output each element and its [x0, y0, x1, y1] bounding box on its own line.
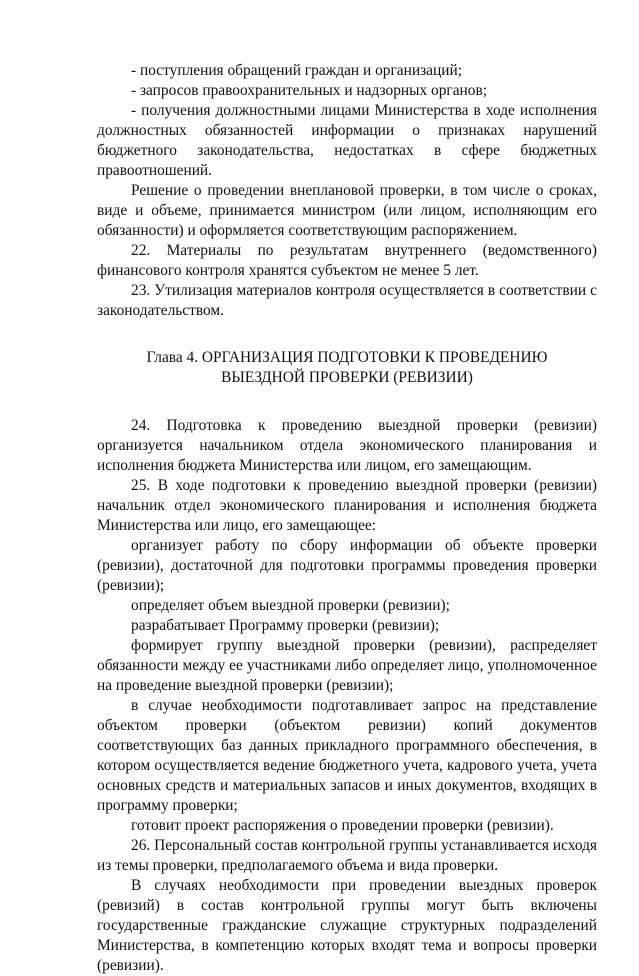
- paragraph-form-group: формирует группу выездной проверки (ревизии), распределяет обязанности между ее участниками либо определяет лицо, уполномоченное на проведение выездной проверки (ревизии);: [97, 637, 597, 694]
- paragraph-request-documents: в случае необходимости подготавливает запрос на представление объектом проверки (объектом ревизии) копий документов соответствующих баз данных прикладного программного обеспечения, в котором осуществляется ведение бюджетного учета, кадрового учета, учета основных средств и материальных запасов и иных документов, входящих в программу проверки;: [97, 697, 597, 814]
- paragraph-22-storage: 22. Материалы по результатам внутреннего (ведомственного) финансового контроля хранятся субъектом не менее 5 лет.: [97, 242, 597, 279]
- paragraph-unscheduled-decision: Решение о проведении внеплановой проверки, в том числе о сроках, виде и объеме, принимается министром (или лицом, исполняющим его обязанности) и оформляется соответствующим распоряжением.: [97, 182, 597, 239]
- paragraph-officials-info: - получения должностными лицами Министерства в ходе исполнения должностных обязанностей информации о признаках нарушений бюджетного законодательства, недостатках в сфере бюджетных правоотношений.: [97, 102, 597, 179]
- paragraph-define-scope: определяет объем выездной проверки (ревизии);: [131, 597, 450, 614]
- chapter-title-line-1: Глава 4. ОРГАНИЗАЦИЯ ПОДГОТОВКИ К ПРОВЕДЕНИЮ: [146, 349, 548, 366]
- document-body: [97, 61, 597, 976]
- paragraph-requests: - запросов правоохранительных и надзорных органов;: [131, 82, 488, 99]
- paragraph-appeals: - поступления обращений граждан и организаций;: [131, 62, 462, 79]
- paragraph-include-employees: В случаях необходимости при проведении выездных проверок (ревизий) в состав контрольной группы могут быть включены государственные гражданские служащие структурных подразделений Министерства, в компетенцию которых входят тема и вопросы проверки (ревизии).: [97, 877, 597, 974]
- paragraph-25-head-duties: 25. В ходе подготовки к проведению выездной проверки (ревизии) начальник отдел экономического планирования и исполнения бюджета Министерства или лицо, его замещающее:: [97, 477, 597, 534]
- chapter-title-line-2: ВЫЕЗДНОЙ ПРОВЕРКИ (РЕВИЗИИ): [221, 369, 473, 386]
- paragraph-26-staff: 26. Персональный состав контрольной группы устанавливается исходя из темы проверки, предполагаемого объема и вида проверки.: [97, 837, 597, 874]
- paragraph-24-preparation: 24. Подготовка к проведению выездной проверки (ревизии) организуется начальником отдела экономического планирования и исполнения бюджета Министерства или лицом, его замещающим.: [97, 417, 597, 474]
- paragraph-23-disposal: 23. Утилизация материалов контроля осуществляется в соответствии с законодательством.: [97, 282, 597, 319]
- paragraph-collect-info: организует работу по сбору информации об объекте проверки (ревизии), достаточной для подготовки программы проведения проверки (ревизии);: [97, 537, 597, 594]
- paragraph-develop-program: разрабатывает Программу проверки (ревизии);: [131, 617, 440, 634]
- chapter-heading: [97, 348, 597, 388]
- paragraph-draft-order: готовит проект распоряжения о проведении проверки (ревизии).: [131, 817, 554, 834]
